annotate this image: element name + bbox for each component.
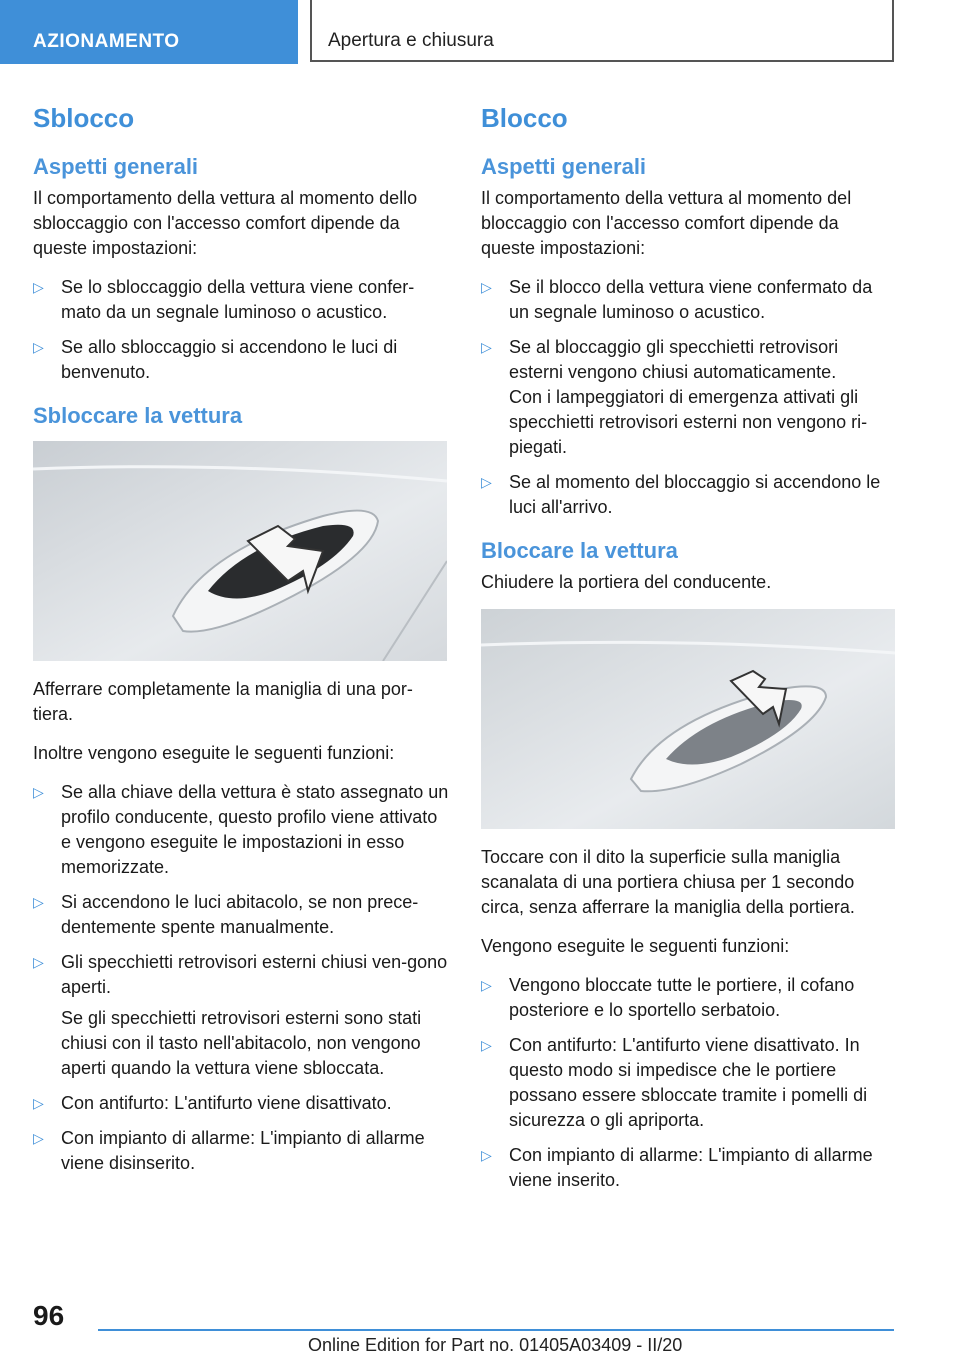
door-handle-unlock-image [33,441,447,661]
unlock-general-heading: Aspetti generali [33,154,199,179]
list-item: ▷ Con impianto di allarme: L'impianto di allarme viene inserito. [481,1145,873,1190]
door-handle-lock-image [481,609,895,829]
bullet-icon: ▷ [33,339,44,355]
bullet-icon: ▷ [481,279,492,295]
list-item: ▷ Se al momento del bloccaggio si accendono le luci all'arrivo. [481,472,881,517]
left-column [33,100,449,1190]
chapter-title: Apertura e chiusura [328,30,494,51]
bullet-icon: ▷ [481,474,492,490]
lock-functions-intro: Vengono eseguite le seguenti funzioni: [481,936,790,956]
lock-general-list [481,275,897,520]
list-item: ▷ Con antifurto: L'antifurto viene disattivato. In questo modo si impedisce che le portiere possano essere sbloccate tramite i pomelli di sicurezza o gli apriporta. [481,1035,868,1130]
right-column [481,100,897,1207]
list-item: ▷ Se lo sbloccaggio della vettura viene confer-mato da un segnale luminoso o acustico. [33,277,415,322]
unlock-vehicle-heading: Sbloccare la vettura [33,403,243,428]
bullet-icon: ▷ [33,784,44,800]
lock-caption: Toccare con il dito la superficie sulla maniglia scanalata di una portiera chiusa per 1 secondo circa, senza afferrare la maniglia della portiera. [481,847,855,917]
mirror-note: Se gli specchietti retrovisori esterni sono stati chiusi con il tasto nell'abitacolo, non vengono aperti quando la vettura viene sbloccata. [61,1008,422,1078]
footer-divider [98,1329,894,1331]
lock-general-heading: Aspetti generali [481,154,647,179]
list-item: ▷ Se alla chiave della vettura è stato assegnato un profilo conducente, questo profilo viene attivato e vengono eseguite le impostazioni in esso memorizzate. [33,782,449,877]
list-item: ▷ Con impianto di allarme: L'impianto di allarme viene disinserito. [33,1128,425,1173]
list-item: ▷ Gli specchietti retrovisori esterni chiusi ven-gono aperti. Se gli specchietti retrovisori esterni sono stati chiusi con il tasto nell'abitacolo, non vengono aperti quando la vettura viene sbloccata. [33,950,449,1081]
bullet-icon: ▷ [33,894,44,910]
bullet-icon: ▷ [481,1037,492,1053]
lock-intro: Chiudere la portiera del conducente. [481,572,772,592]
chapter-header [310,0,894,62]
bullet-icon: ▷ [481,1147,492,1163]
unlock-general-list [33,275,449,385]
section-label: AZIONAMENTO [33,31,180,52]
bullet-icon: ▷ [481,339,492,355]
lock-functions-list [481,973,897,1193]
list-item: ▷ Se al bloccaggio gli specchietti retrovisori esterni vengono chiusi automaticamente. Con i lampeggiatori di emergenza attivati gli specchietti retrovisori esterni non vengono ri-piegati. [481,335,897,460]
bullet-icon: ▷ [33,1130,44,1146]
list-item: ▷ Vengono bloccate tutte le portiere, il cofano posteriore e lo sportello serbatoio. [481,975,855,1020]
lock-vehicle-heading: Bloccare la vettura [481,538,678,563]
lock-general-intro: Il comportamento della vettura al momento del bloccaggio con l'accesso comfort dipende da queste impostazioni: [481,188,852,258]
unlock-heading: Sblocco [33,103,135,133]
unlock-caption: Afferrare completamente la maniglia di una por-tiera. [33,679,413,724]
lock-heading: Blocco [481,103,568,133]
unlock-functions-intro: Inoltre vengono eseguite le seguenti funzioni: [33,743,395,763]
section-tab [0,0,298,64]
hazard-note: Con i lampeggiatori di emergenza attivati gli specchietti retrovisori esterni non vengono ri-piegati. [509,387,868,457]
unlock-general-intro: Il comportamento della vettura al momento dello sbloccaggio con l'accesso comfort dipende da queste impostazioni: [33,188,418,258]
list-item: ▷ Se allo sbloccaggio si accendono le luci di benvenuto. [33,337,398,382]
unlock-functions-list [33,780,449,1176]
bullet-icon: ▷ [33,1095,44,1111]
bullet-icon: ▷ [481,977,492,993]
list-item: ▷ Si accendono le luci abitacolo, se non prece-dentemente spente manualmente. [33,892,419,937]
bullet-icon: ▷ [33,279,44,295]
page-number: 96 [33,1300,65,1331]
list-item: ▷ Con antifurto: L'antifurto viene disattivato. [33,1091,449,1116]
footer-edition: Online Edition for Part no. 01405A03409 - II/20 [308,1335,683,1355]
list-item: ▷ Se il blocco della vettura viene confermato da un segnale luminoso o acustico. [481,277,873,322]
bullet-icon: ▷ [33,954,44,970]
